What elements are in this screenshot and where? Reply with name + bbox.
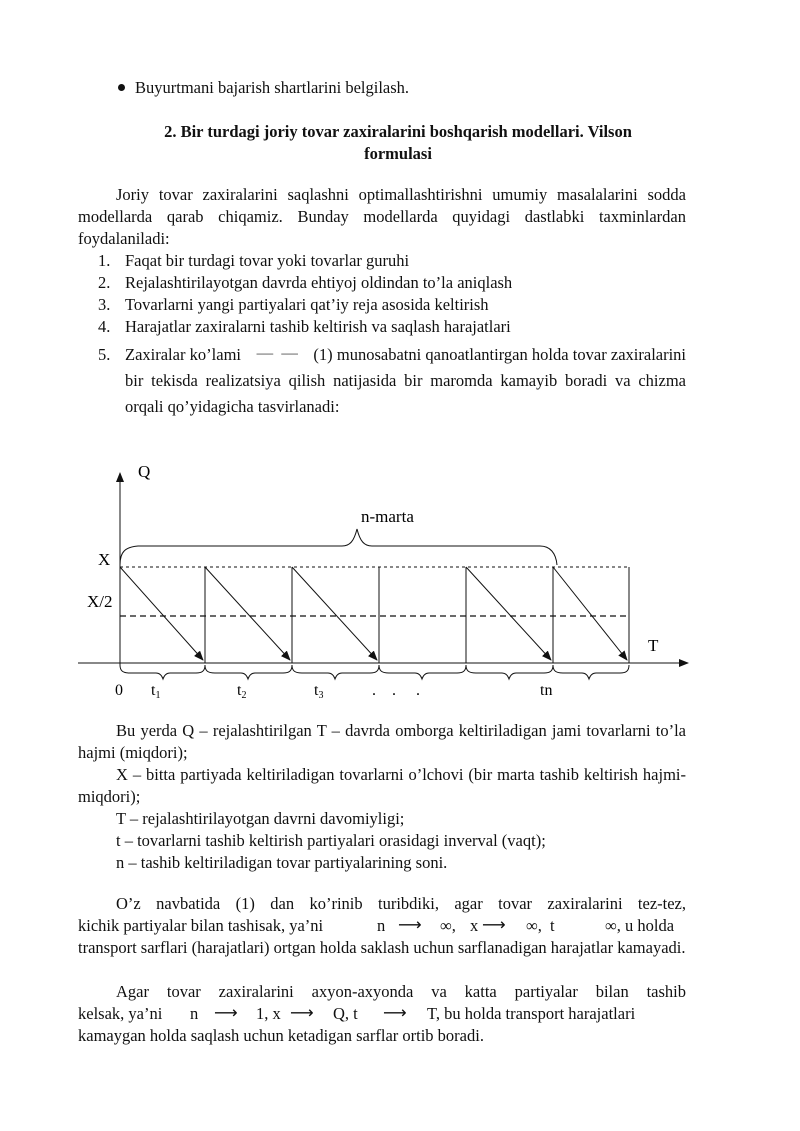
paragraph-rare: Agar tovar zaxiralarini axyon-axyonda va katta partiyalar bilan tashib kelsak, ya’ni n ⟶ 1, x ⟶ Q, t ⟶ T, bu holda transport harajatlari kamaygan holda saqlash uchun ketadigan sarflar ortib boradi. (78, 982, 686, 1045)
assumption-list (98, 250, 686, 338)
paragraph-frequent: O’z navbatida (1) dan ko’rinib turibdiki, agar tovar zaxiralarini tez-tez, kichik partiyalar bilan tashisak, ya’ni n ⟶ ∞, x ⟶ ∞, t ∞, u holda transport sarflari (harajatlari) ortgan holda saklash uchun sarflanadigan harajatlar kamayadi. (78, 894, 686, 957)
list-item: 3. Tovarlarni yangi partiyalari qat’iy reja asosida keltirish (98, 295, 489, 314)
interval-braces (120, 665, 629, 679)
arrow-right-icon: ⟶ (383, 1003, 407, 1022)
list-item: 2. Rejalashtirilayotgan davrda ehtiyoj oldindan to’la aniqlash (98, 273, 513, 292)
origin-label: 0 (115, 682, 123, 699)
tick-t2: t2 (237, 682, 247, 701)
arrow-right-icon: ⟶ (214, 1003, 238, 1022)
list-item-5: 5. Zaxiralar ko’lami — — (1) munosabatni qanoatlantirgan holda tovar zaxiralarini bir tekisda realizatsiya qilish natijasida bir maromda kamayib boradi va chizma orqali qo’yidagicha tasvirlanadi: (98, 342, 686, 420)
x-level-label: X (98, 550, 111, 569)
item5-text: (1) munosabatni qanoatlantirgan holda tovar zaxiralarini bir tekisda realizatsiya qilish natijasida bir maromda kamayib boradi va chizma orqali qo’yidagicha tasvirlanadi: (125, 345, 687, 416)
section-heading-line1: 2. Bir turdagi joriy tovar zaxiralarini boshqarish modellari. Vilson (164, 122, 632, 141)
bullet-text: Buyurtmani bajarish shartlarini belgilash. (135, 78, 410, 97)
intro-paragraph: Joriy tovar zaxiralarini saqlashni optimallashtirishni umumiy masalalarini sodda modellarda qarab chiqamiz. Bunday modellarda quyidagi dastlabki taxminlardan foydalaniladi: (78, 185, 686, 248)
arrow-right-icon: ⟶ (482, 915, 506, 934)
section-heading (78, 121, 718, 165)
period-lines (205, 567, 629, 663)
definitions (78, 720, 686, 874)
bullet-dot-icon (118, 84, 125, 91)
brace-label: n-marta (361, 507, 414, 526)
section-heading-line2: formulasi (364, 144, 432, 163)
inventory-diagram (60, 455, 700, 705)
sawtooth-lines (120, 567, 627, 660)
list-item: 1. Faqat bir turdagi tovar yoki tovarlar guruhi (98, 251, 410, 270)
definition-x: X – bitta partiyada keltiriladigan tovarlarni o’lchovi (bir marta tashib keltirish hajmi-miqdori); (78, 765, 686, 806)
list-item: 4. Harajatlar zaxiralarni tashib keltirish va saqlash harajatlari (98, 317, 511, 336)
n-times-brace (120, 529, 557, 565)
definition-t: T – rejalashtirilayotgan davrni davomiyligi; (116, 809, 405, 828)
arrow-right-icon: ⟶ (290, 1003, 314, 1022)
bullet-item (118, 78, 409, 98)
arrow-right-icon: ⟶ (398, 915, 422, 934)
definition-q: Bu yerda Q – rejalashtirilgan T – davrda omborga keltiriladigan jami tovarlarni to’la hajmi (miqdori); (78, 721, 686, 762)
formula-placeholder: — — (256, 343, 298, 362)
tick-t3: t3 (314, 682, 324, 701)
tick-tn: tn (540, 682, 553, 699)
tick-t1: t1 (151, 682, 161, 701)
definition-small-t: t – tovarlarni tashib keltirish partiyalari orasidagi inverval (vaqt); (116, 831, 546, 850)
x-half-label: X/2 (87, 592, 113, 611)
y-axis-label: Q (138, 462, 151, 481)
definition-n: n – tashib keltiriladigan tovar partiyalarining soni. (116, 853, 448, 872)
x-axis-label: T (648, 636, 659, 655)
item5-lead: Zaxiralar ko’lami (125, 345, 241, 364)
tick-dots: . . . (372, 682, 420, 699)
